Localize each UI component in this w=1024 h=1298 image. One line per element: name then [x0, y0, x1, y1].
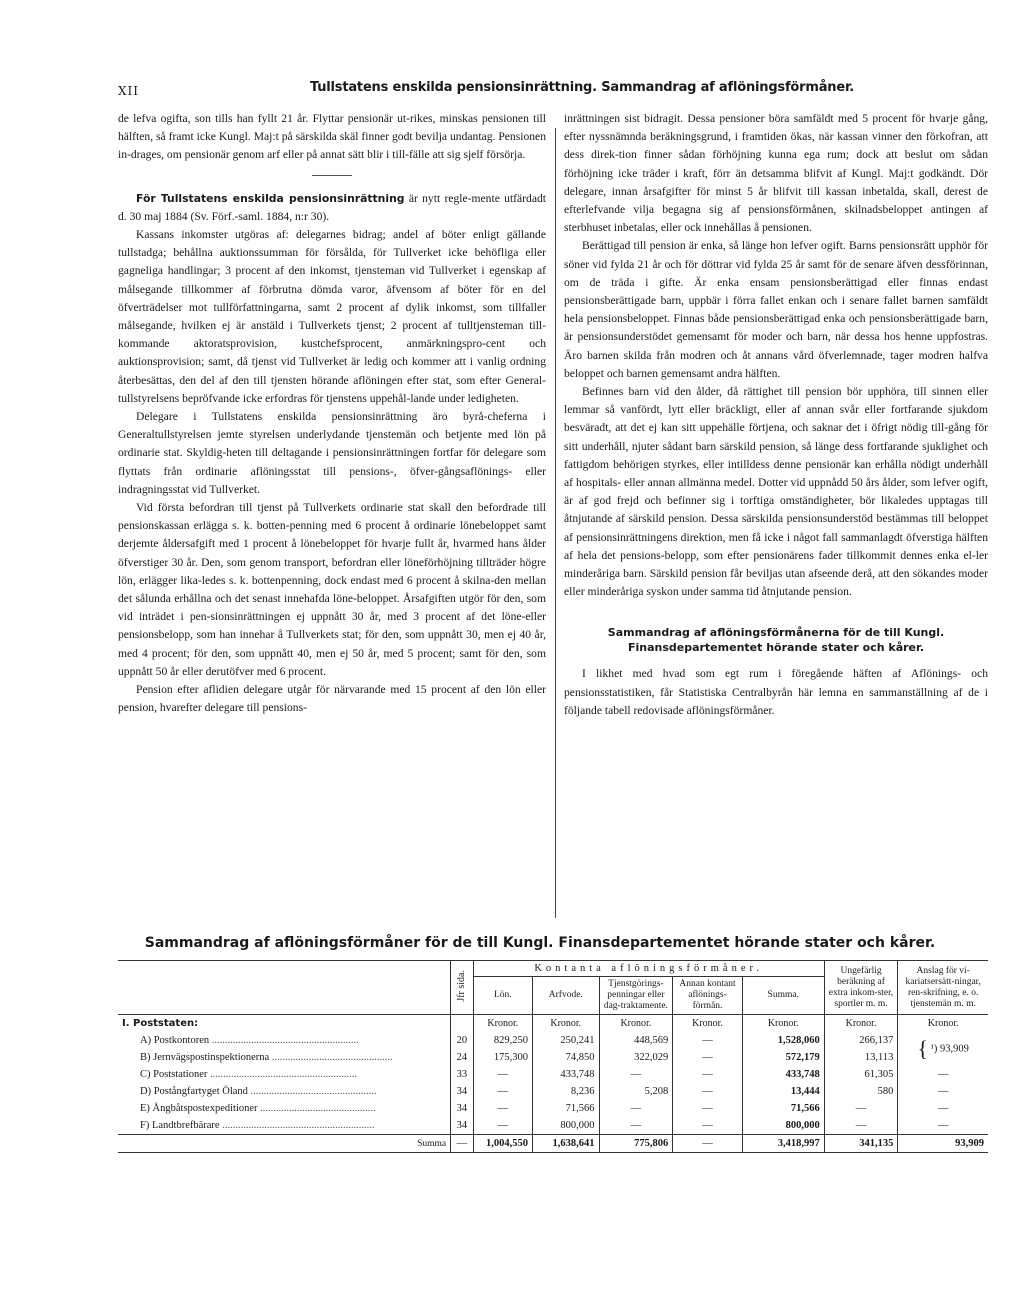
row-label: D) Postångfartyget Öland ................................................ [140, 1086, 377, 1097]
sum-tjenst: 775,806 [599, 1135, 673, 1153]
sum-page: — [451, 1135, 474, 1153]
header-jfr-sida [451, 961, 474, 1015]
paragraph: Befinnes barn vid den ålder, då rättighet till pension bör upphöra, till sinnen eller lemmar så vanfördt, lytt eller bräckligt, eller af annan svår eller fortfarande sjukdom besväradt, att det ej kan sitt uppehälle förtjena, och saknar det i öfrigt nödig till-gång för sitt underhåll, njuter sådant barn särskild pension, så länge dess fortfarande sjuklighet och fattigdom behörigen styrkes, eller intilldess denne pensionär kan erhålla nödigt underhåll af hospitals- eller annan allmänna medel. Dotter vid uppnådd 50 års ålder, som lefver ogift, är af god frejd och befinner sig i torftiga omständigheter, bör likaledes upptagas till åtnjutande af särskild pension. Dessa särskilda pensionsunderstöd bestämmas till beloppet af pensionsinrättningens direktion, men få icke i något fall sammanlagdt öfverstiga hälften af hela det pensions-belopp, som efter pensionärens fader tillkommit dennes enka el-ler minderåriga barn. Särskild pension får beviljas utan afseende derå, att den sökandes moder eller minderåriga syskon under samma tid åtnjutande pension. [564, 385, 988, 599]
sum-arfvode: 1,638,641 [533, 1135, 600, 1153]
unit-cell: Kronor. [533, 1015, 600, 1033]
row-page: 34 [451, 1117, 474, 1135]
table-row [118, 1100, 988, 1117]
unit-cell: Kronor. [824, 1015, 898, 1033]
paragraph-text: är nytt regle-mente utfärdadt d. 30 maj 1884 (Sv. Förf.-saml. 1884, n:r 30). [118, 191, 547, 223]
header-tjenstgoring: Tjenstgörings-penningar eller dag-traktamente. [599, 977, 673, 1015]
unit-cell: Kronor. [599, 1015, 673, 1033]
row-arfvode: 74,850 [533, 1049, 600, 1066]
row-summa: 572,179 [742, 1049, 824, 1066]
row-ungef: 266,137 [824, 1032, 898, 1049]
header-anslag: Anslag för vi-kariatsersätt-ningar, ren-skrifning, e. o. tjenstemän m. m. [898, 961, 988, 1015]
row-annan: — [673, 1083, 743, 1100]
row-arfvode: 800,000 [533, 1117, 600, 1135]
paragraph: I likhet med hvad som egt rum i föregående häften af Aflönings- och pensionsstatistiken, får Statistiska Centralbyrån här lemna en sammanställning af de i följande tabell redovisade aflöningsförmåner. [564, 667, 988, 717]
running-head: Tullstatens enskilda pensionsinrättning. Sammandrag af aflöningsförmåner. [310, 80, 855, 95]
row-anslag: — [898, 1066, 988, 1083]
row-tjenst: 5,208 [599, 1083, 673, 1100]
paragraph: de lefva ogifta, son tills han fyllt 21 år. Flyttar pensionär ut-rikes, minskas pensionen till hälften, så framt icke Kungl. Maj:t på särskilda skäl finner godt bevilja undantag. Pensionen in-drages, om pensionär genom arf eller på annat sätt blir i till-fälle att sig sjelf försörja. [118, 112, 546, 162]
row-ungef: — [824, 1117, 898, 1135]
row-ungef: 580 [824, 1083, 898, 1100]
row-annan: — [673, 1100, 743, 1117]
units-row [118, 1015, 988, 1033]
row-annan: — [673, 1032, 743, 1049]
row-tjenst: — [599, 1117, 673, 1135]
row-lon: — [473, 1083, 532, 1100]
summary-table [118, 960, 988, 1153]
unit-cell: Kronor. [673, 1015, 743, 1033]
header-arfvode: Arfvode. [533, 977, 600, 1015]
row-label: B) Jernvägspostinspektionerna .............................................. [140, 1052, 393, 1063]
right-column [564, 110, 988, 720]
section-title: Sammandrag af aflöningsförmånerna för de till Kungl. Finansdepartementet hörande stater och kårer. [607, 626, 945, 655]
section-label: I. Poststaten: [122, 1018, 199, 1029]
table-row [118, 1083, 988, 1100]
row-label: E) Ångbåtspostexpeditioner ............................................ [140, 1103, 376, 1114]
bold-phrase: För Tullstatens enskilda pensionsinrättning [136, 191, 405, 205]
header-ungefarlig: Ungefärlig beräkning af extra inkom-ster, sportler m. m. [824, 961, 898, 1015]
table-row [118, 1032, 988, 1049]
sum-summa: 3,418,997 [742, 1135, 824, 1153]
header-kontanta: Kontanta aflöningsförmåner. [473, 961, 824, 977]
row-tjenst: — [599, 1100, 673, 1117]
row-summa: 800,000 [742, 1117, 824, 1135]
row-ungef: — [824, 1100, 898, 1117]
row-arfvode: 71,566 [533, 1100, 600, 1117]
row-arfvode: 250,241 [533, 1032, 600, 1049]
row-anslag: — [898, 1100, 988, 1117]
divider [312, 175, 352, 176]
paragraph [118, 190, 546, 226]
row-ungef: 13,113 [824, 1049, 898, 1066]
row-summa: 13,444 [742, 1083, 824, 1100]
sum-anslag: 93,909 [898, 1135, 988, 1153]
unit-cell [451, 1015, 474, 1033]
row-ungef: 61,305 [824, 1066, 898, 1083]
paragraph: Vid första befordran till tjenst på Tullverkets ordinarie stat skall den befordrade till pensionskassan erlägga s. k. botten-penning med 6 procent å ordinarie lönebeloppet samt derjemte åldersafgift med 1 procent å lönebeloppet för hvarje fullt år, hvarmed hans ålder öfverstiger 30 år. Den, som genom transport, befordran eller löneförhöjning tillträder högre lön, erlägger lika-ledes s. k. bottenpenning, dock endast med 6 procent å skilna-den mellan det sålunda erhållna och det senast innehafda löne-beloppet. Årsafgiften utgör för den, som vid inträdet i pen-sionsinrättningen ej uppnått 30 år, med 3 procent af det löne-eller pensionsbelopp, som han innehar å Tullverkets stat; för den, som uppnått 30, men ej 40 år, med 4 procent; för den, som uppnått 40, men ej 50 år, med 5 procent; samt för den, som uppnått 50 år eller derutöfver med 6 procent. [118, 501, 546, 678]
row-summa: 433,748 [742, 1066, 824, 1083]
row-lon: — [473, 1066, 532, 1083]
row-page: 34 [451, 1083, 474, 1100]
table-row [118, 1049, 988, 1066]
column-rule [555, 128, 556, 918]
row-lon: — [473, 1117, 532, 1135]
row-page: 33 [451, 1066, 474, 1083]
row-page: 24 [451, 1049, 474, 1066]
paragraph: Delegare i Tullstatens enskilda pensionsinrättning äro byrå-cheferna i Generaltullstyrelsen jemte styrelsen underlydande tjenstemän och betjente med lön på ordinarie stat. Skyldig-heten till deltagande i pensionsinrättningen fortfar för delegare som flyttats från ordinarie aflöningsstat till pensions-, öfver-gångsaflönings- eller indragningsstat vid Tullverket. [118, 410, 546, 496]
unit-cell: Kronor. [898, 1015, 988, 1033]
paragraph: inrättningen sist bidragit. Dessa pensioner böra samfäldt med 5 procent för hvarje gång, efter nyssnämnda beräkningsgrund, i framtiden ökas, när kassan vinner den förkofran, att dess direk-tion finner sådan förhöjning kunna ega rum; dock att beslut om sådan förhöjning icke träder i kraft, förr än detsamma blifvit af Kungl. Maj:t godkändt. Dör delegare, innan årsafgifter för minst 5 år blifvit till kassan inbetalda, skall, derest de efterlefvande vilja begagna sig af pensionsförmånen, skilnadsbeloppet antingen af sterbhuset inbetalas, eller ock innehållas å pensionen. [564, 112, 988, 235]
row-annan: — [673, 1117, 743, 1135]
row-summa: 1,528,060 [742, 1032, 824, 1049]
header-jfr-sida-label: Jfr sida. [456, 969, 468, 1002]
sum-row [118, 1135, 988, 1153]
row-anslag: — [898, 1117, 988, 1135]
row-annan: — [673, 1066, 743, 1083]
row-tjenst: — [599, 1066, 673, 1083]
row-lon: 829,250 [473, 1032, 532, 1049]
left-column [118, 110, 546, 718]
table-row [118, 1066, 988, 1083]
row-arfvode: 8,236 [533, 1083, 600, 1100]
header-annan: Annan kontant aflönings-förmån. [673, 977, 743, 1015]
row-tjenst: 322,029 [599, 1049, 673, 1066]
row-anslag: — [898, 1083, 988, 1100]
row-arfvode: 433,748 [533, 1066, 600, 1083]
row-label: C) Poststationer ........................................................ [140, 1069, 357, 1080]
paragraph: Pension efter aflidien delegare utgår för närvarande med 15 procent af den lön eller pension, hvarefter delegare till pensions- [118, 683, 546, 715]
page-number: XII [118, 84, 140, 98]
sum-lon: 1,004,550 [473, 1135, 532, 1153]
unit-cell: Kronor. [742, 1015, 824, 1033]
sum-ungef: 341,135 [824, 1135, 898, 1153]
row-page: 20 [451, 1032, 474, 1049]
row-label: F) Landtbrefbärare .......................................................... [140, 1120, 375, 1131]
sum-label: Summa [118, 1135, 451, 1153]
unit-cell: Kronor. [473, 1015, 532, 1033]
paragraph: Kassans inkomster utgöras af: delegarnes bidrag; andel af böter enligt gällande tullstadga; behållna auktionssumman för försålda, för Tullverket icke behöfliga eller gagneliga handlingar; 3 procent af den inkomst, tjensteman vid Tullverket i egenskap af målsegande tillkommer af förbrutna dömda varor, äfvensom af böter för en del öfverträdelser mot tullförfattningarna, samt 2 procent af dylik inkomst, som tillfaller målsegande, hvilken ej är anstäld i Tullverkets tjenst; 2 procent af tulltjensteman till-kommande aktoratsprovision, kustchefsprocent, anmärkningspro-cent och auktionsprovision; samt, då tjenst vid Tullverket är ledig och kommer att i vanlig ordning återbesättas, den del af den till tjensten hörande aflöningen efter stat, som efter General-tullstyrelsens bepröfvande icke erfordras för tjenstens uppehål-lande under ledigheten. [118, 228, 546, 405]
row-lon: 175,300 [473, 1049, 532, 1066]
table-title: Sammandrag af aflöningsförmåner för de till Kungl. Finansdepartementet hörande stater och kårer. [144, 935, 936, 951]
header-lon: Lön. [473, 977, 532, 1015]
sum-annan: — [673, 1135, 743, 1153]
row-tjenst: 448,569 [599, 1032, 673, 1049]
row-lon: — [473, 1100, 532, 1117]
header-blank [118, 961, 451, 1015]
row-anslag-brace: { ¹) 93,909 [898, 1032, 988, 1066]
row-label: A) Postkontoren ........................................................ [140, 1035, 359, 1046]
row-annan: — [673, 1049, 743, 1066]
paragraph: Berättigad till pension är enka, så länge hon lefver ogift. Barns pensionsrätt upphör för söner vid fylda 21 år och för döttrar vid fylda 25 år samt för de senare äfven dessförinnan, om de träda i gifte. Är enka ensam pensionsberättigad eller finnas endast pensionsberättigade barn, uppbär i förra fallet enkan och i senare fallet barnen samfäldt hela pensionsbeloppet. Finnas både pensionsberättigad enka och pensionsberättigade barn, är pensionsunderstödet gemensamt för moder och barn, när dessa hos henne uppfostras. Äro barnen skilda från modren och åt annans vård öfverlemnade, tager modren halfva beloppet och barnen gemensamt andra hälften. [564, 239, 988, 380]
row-summa: 71,566 [742, 1100, 824, 1117]
row-page: 34 [451, 1100, 474, 1117]
header-summa: Summa. [742, 977, 824, 1015]
table-row [118, 1117, 988, 1135]
